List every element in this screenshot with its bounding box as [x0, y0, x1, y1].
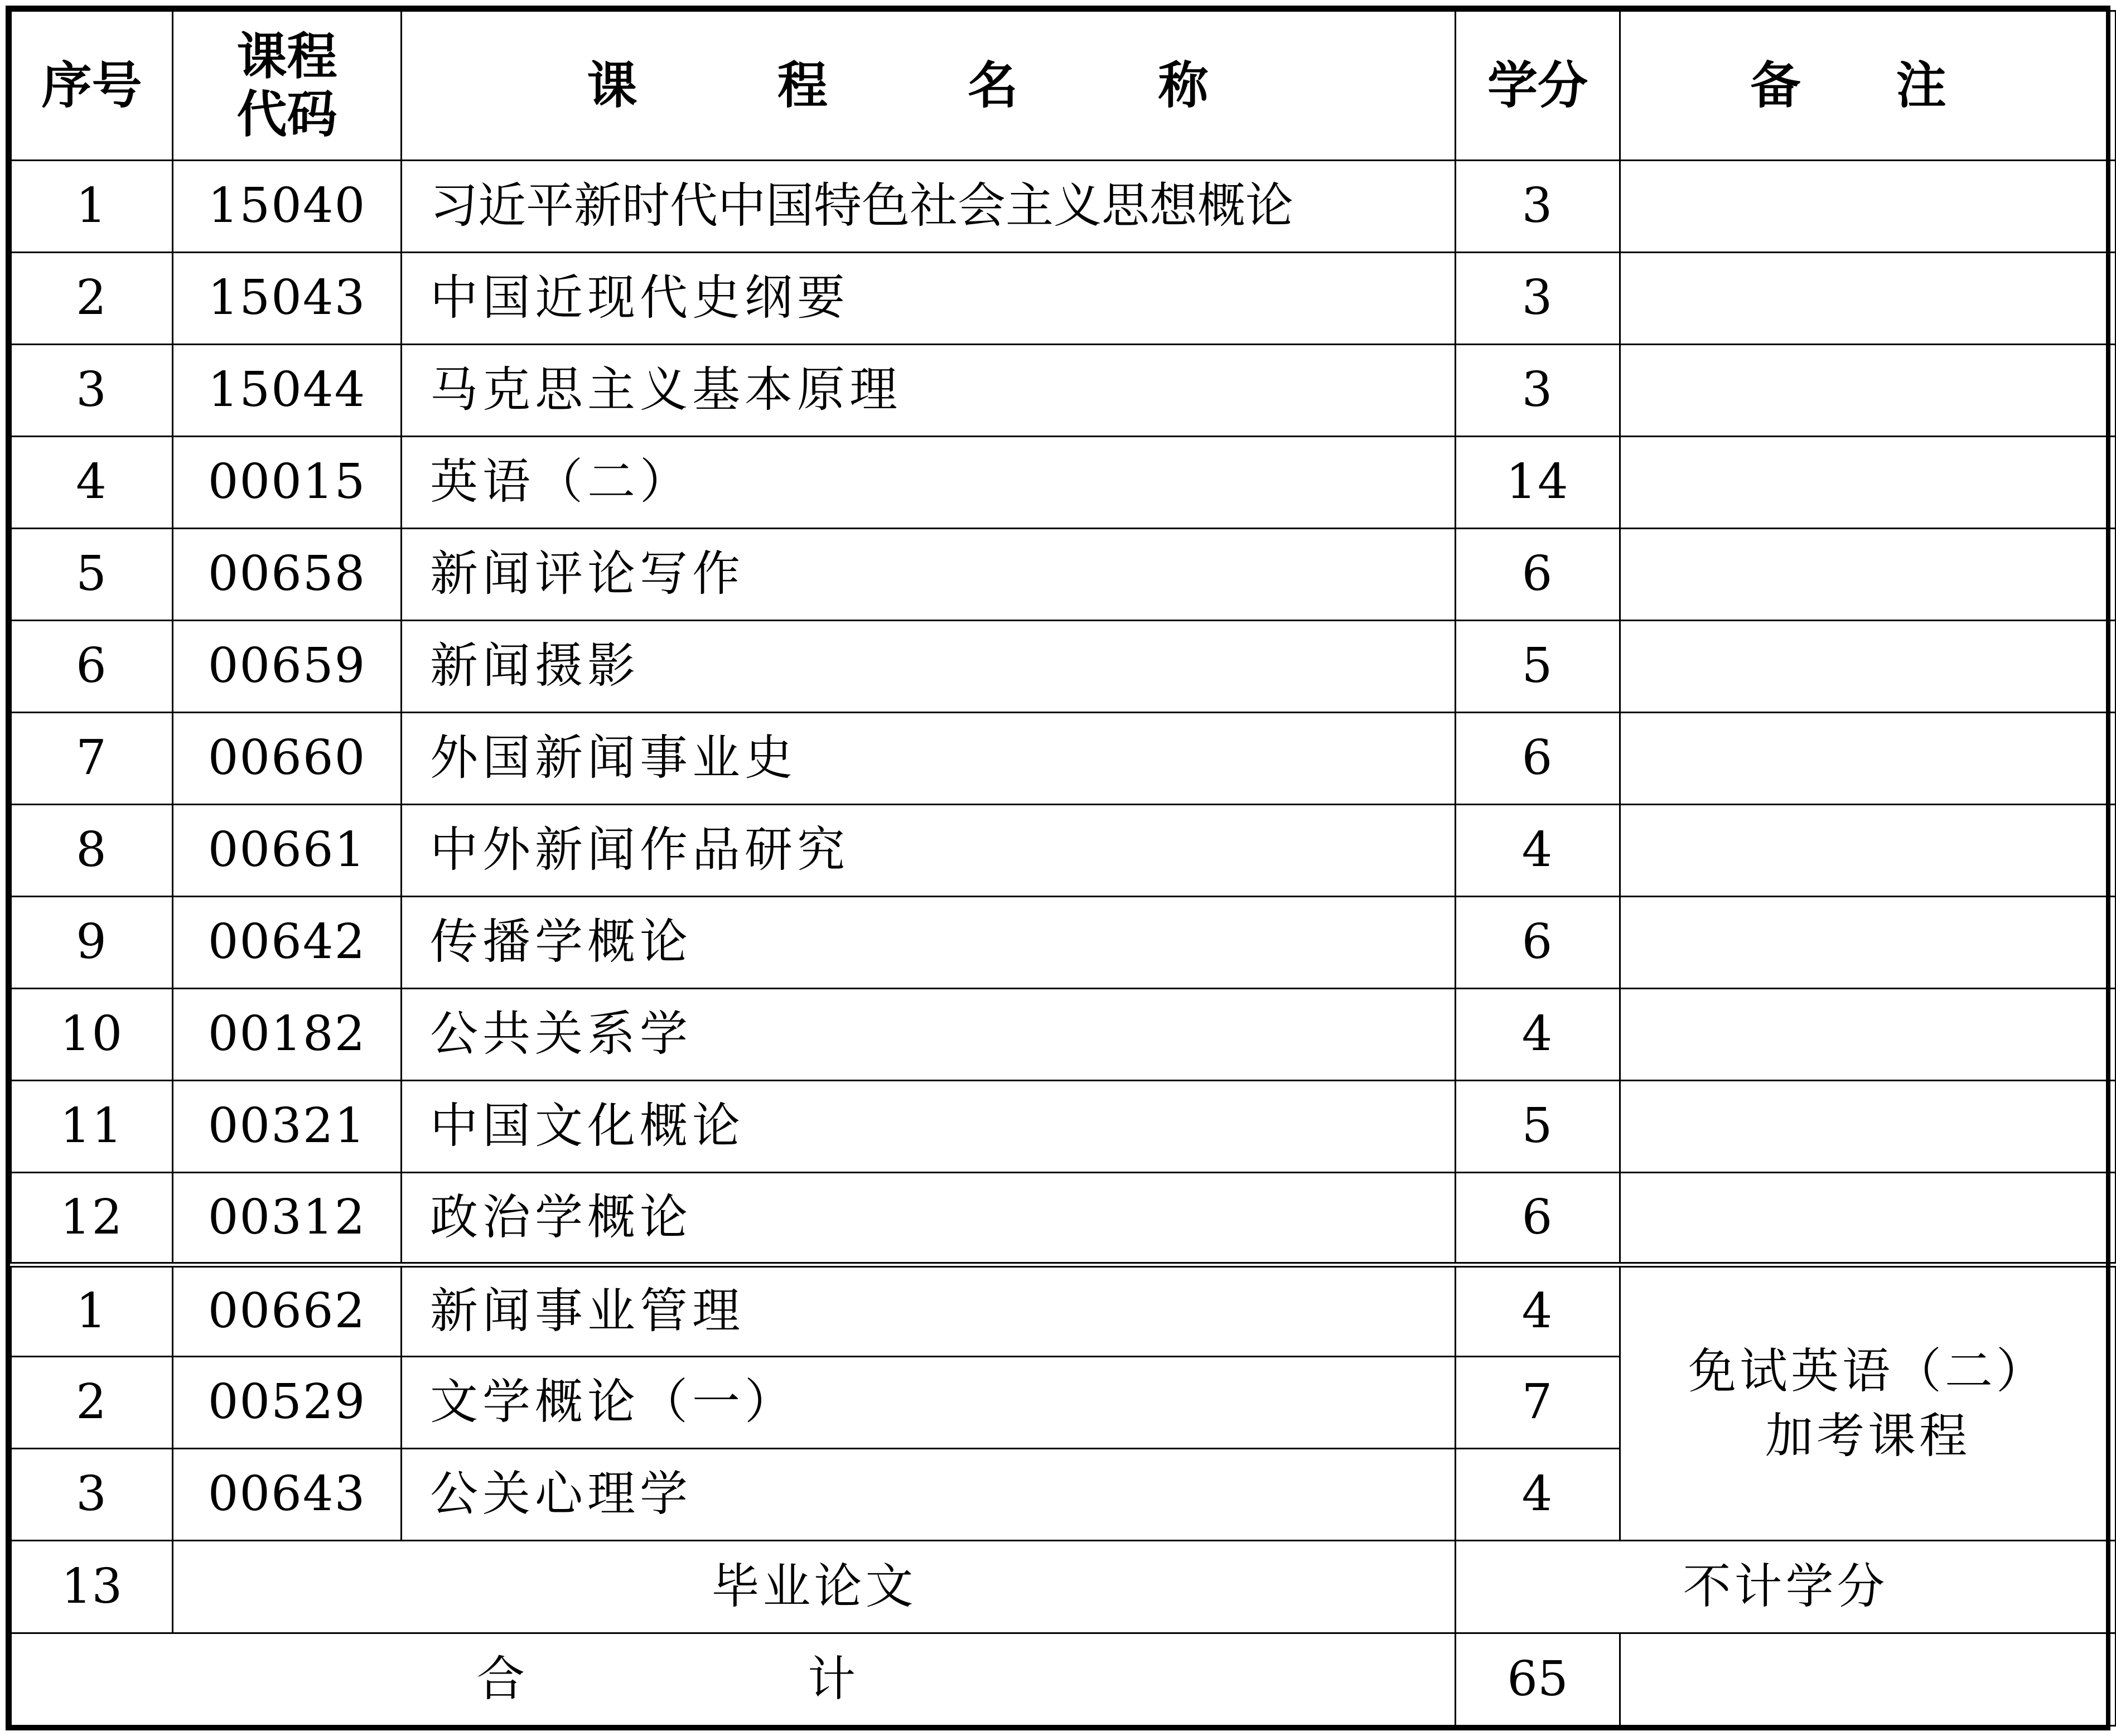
- row-seq: 5: [11, 529, 173, 621]
- row-credit: 3: [1456, 345, 1620, 437]
- thesis-name: 毕业论文: [173, 1541, 1456, 1633]
- row-seq: 3: [11, 345, 173, 437]
- row-credit: 5: [1456, 1081, 1620, 1173]
- extra-note-line2: 加考课程: [1765, 1408, 1970, 1464]
- table-row: [11, 1173, 2116, 1265]
- row-course-name: 中国文化概论: [402, 1081, 1456, 1173]
- table-row: [11, 161, 2116, 253]
- total-note: [1620, 1633, 2116, 1726]
- thesis-seq: 13: [11, 1541, 173, 1633]
- table-row: [11, 621, 2116, 713]
- row-course-name: 公关心理学: [402, 1449, 1456, 1541]
- row-course-name: 公共关系学: [402, 989, 1456, 1081]
- row-code: 00643: [173, 1449, 402, 1541]
- row-credit: 4: [1456, 989, 1620, 1081]
- row-course-name: 中国近现代史纲要: [402, 253, 1456, 345]
- row-credit: 14: [1456, 437, 1620, 529]
- table-row: [11, 529, 2116, 621]
- row-seq: 7: [11, 713, 173, 805]
- total-row: [11, 1633, 2116, 1726]
- row-credit: 3: [1456, 161, 1620, 253]
- row-code: 00312: [173, 1173, 402, 1265]
- row-seq: 2: [11, 253, 173, 345]
- total-credit: 65: [1456, 1633, 1620, 1726]
- row-note: [1620, 161, 2116, 253]
- table-row: [11, 345, 2116, 437]
- table-row: [11, 1081, 2116, 1173]
- row-note: [1620, 897, 2116, 989]
- header-note: 备 注: [1620, 11, 2116, 161]
- row-code: 00662: [173, 1265, 402, 1357]
- row-code: 00659: [173, 621, 402, 713]
- row-note: [1620, 989, 2116, 1081]
- row-code: 00658: [173, 529, 402, 621]
- row-course-name: 习近平新时代中国特色社会主义思想概论: [402, 161, 1456, 253]
- row-course-name: 文学概论（一）: [402, 1357, 1456, 1449]
- row-course-name: 马克思主义基本原理: [402, 345, 1456, 437]
- row-course-name: 中外新闻作品研究: [402, 805, 1456, 897]
- row-credit: 6: [1456, 529, 1620, 621]
- row-code: 00642: [173, 897, 402, 989]
- row-seq: 12: [11, 1173, 173, 1265]
- row-credit: 5: [1456, 621, 1620, 713]
- header-code: [173, 11, 402, 161]
- row-seq: 8: [11, 805, 173, 897]
- row-note: [1620, 345, 2116, 437]
- table-row: [11, 805, 2116, 897]
- row-seq: 6: [11, 621, 173, 713]
- row-seq: 11: [11, 1081, 173, 1173]
- extra-note: [1620, 1265, 2116, 1541]
- row-code: 15043: [173, 253, 402, 345]
- row-course-name: 英语（二）: [402, 437, 1456, 529]
- row-note: [1620, 1081, 2116, 1173]
- row-code: 00321: [173, 1081, 402, 1173]
- header-name: 课 程 名 称: [402, 11, 1456, 161]
- thesis-row: [11, 1541, 2116, 1633]
- row-code: 15044: [173, 345, 402, 437]
- main-course-list: [11, 161, 2116, 1265]
- row-seq: 9: [11, 897, 173, 989]
- row-code: 00015: [173, 437, 402, 529]
- row-note: [1620, 805, 2116, 897]
- extra-note-line1: 免试英语（二）: [1688, 1343, 2047, 1399]
- table-row: [11, 437, 2116, 529]
- summary-section: [11, 1541, 2116, 1726]
- table-row: [11, 1265, 2116, 1357]
- row-code: 00182: [173, 989, 402, 1081]
- row-credit: 4: [1456, 1449, 1620, 1541]
- row-seq: 3: [11, 1449, 173, 1541]
- row-course-name: 外国新闻事业史: [402, 713, 1456, 805]
- row-note: [1620, 253, 2116, 345]
- row-note: [1620, 1173, 2116, 1265]
- row-credit: 4: [1456, 1265, 1620, 1357]
- table-row: [11, 989, 2116, 1081]
- row-course-name: 新闻摄影: [402, 621, 1456, 713]
- row-code: 00661: [173, 805, 402, 897]
- row-seq: 4: [11, 437, 173, 529]
- row-seq: 2: [11, 1357, 173, 1449]
- row-code: 00529: [173, 1357, 402, 1449]
- row-credit: 6: [1456, 1173, 1620, 1265]
- row-seq: 1: [11, 1265, 173, 1357]
- header-seq: 序号: [11, 11, 173, 161]
- header-code-text: 课程代码: [236, 27, 337, 144]
- row-credit: 6: [1456, 713, 1620, 805]
- course-table-frame: [6, 6, 2110, 1730]
- row-seq: 10: [11, 989, 173, 1081]
- row-credit: 3: [1456, 253, 1620, 345]
- row-note: [1620, 529, 2116, 621]
- total-label: 合 计: [11, 1633, 1456, 1726]
- row-credit: 7: [1456, 1357, 1620, 1449]
- row-seq: 1: [11, 161, 173, 253]
- header-row: [11, 11, 2116, 161]
- row-note: [1620, 437, 2116, 529]
- row-credit: 4: [1456, 805, 1620, 897]
- row-course-name: 传播学概论: [402, 897, 1456, 989]
- extra-course-list: [11, 1265, 2116, 1541]
- row-course-name: 新闻事业管理: [402, 1265, 1456, 1357]
- course-table: [10, 10, 2116, 1727]
- row-course-name: 政治学概论: [402, 1173, 1456, 1265]
- row-course-name: 新闻评论写作: [402, 529, 1456, 621]
- row-note: [1620, 713, 2116, 805]
- table-row: [11, 253, 2116, 345]
- table-row: [11, 713, 2116, 805]
- row-credit: 6: [1456, 897, 1620, 989]
- header-credit: 学分: [1456, 11, 1620, 161]
- table-row: [11, 897, 2116, 989]
- thesis-credit: 不计学分: [1456, 1541, 2116, 1633]
- row-note: [1620, 621, 2116, 713]
- row-code: 00660: [173, 713, 402, 805]
- row-code: 15040: [173, 161, 402, 253]
